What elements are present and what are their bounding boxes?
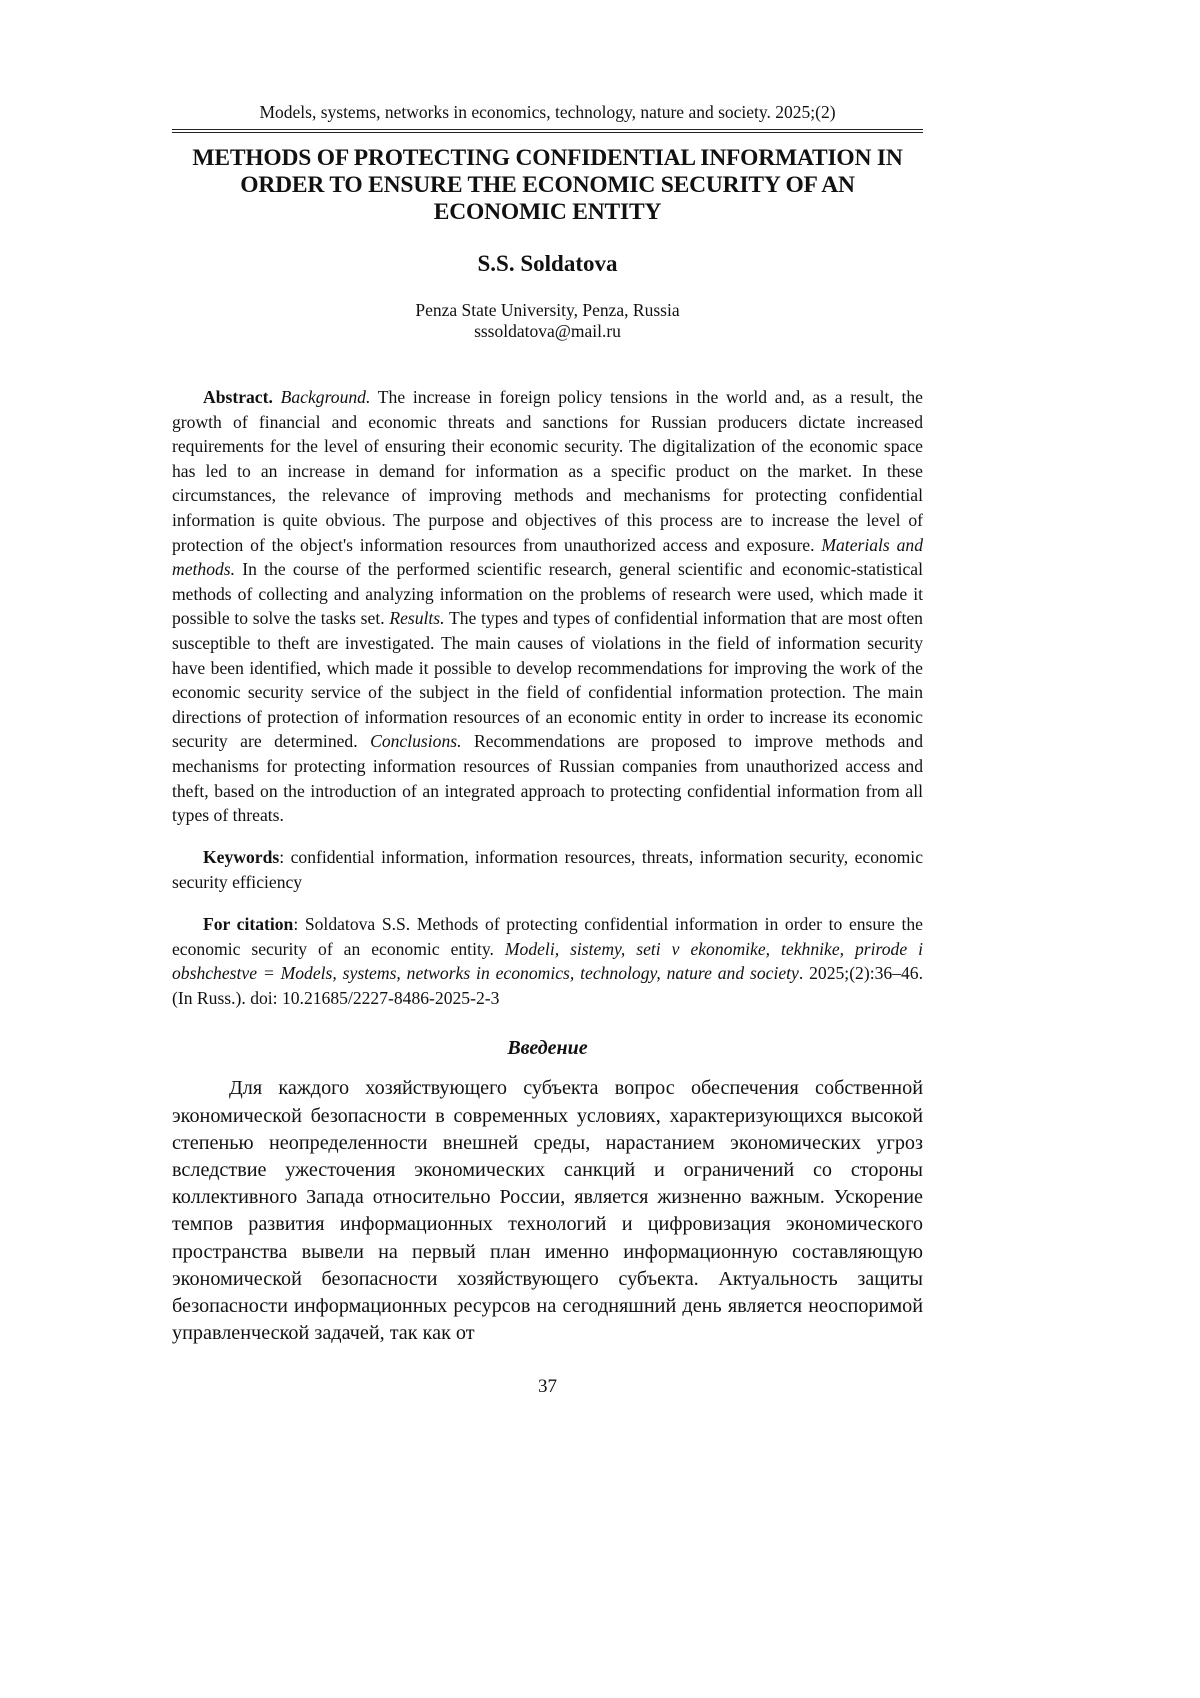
author-email: sssoldatova@mail.ru (474, 321, 621, 341)
page-number: 37 (538, 1376, 557, 1398)
article-title: METHODS OF PROTECTING CONFIDENTIAL INFORMATION IN ORDER TO ENSURE THE ECONOMIC SECURITY OF AN ECONOMIC ENTITY (192, 145, 903, 225)
institution: Penza State University, Penza, Russia (415, 300, 680, 320)
keywords-text: : confidential information, information resources, threats, information security, economic security efficiency (172, 847, 923, 892)
abstract-conclusions-label: Conclusions. (370, 731, 462, 752)
abstract-background-text: The increase in foreign policy tensions in the world and, as a result, the growth of financial and economic threats and sanctions for Russian producers dictate increased requirements for the level of ensuring their economic security. The digitalization of the economic space has led to an increase in demand for information as a specific product on the market. In these circumstances, the relevance of improving methods and mechanisms for protecting confidential information is quite obvious. The purpose and objectives of this process are to increase the level of protection of the object's information resources from unauthorized access and exposure. (172, 387, 923, 555)
body-paragraph: Для каждого хозяйствующего субъекта вопрос обеспечения собственной экономической безопасности в современных условиях, характеризующихся высокой степенью неопределенности внешней среды, нарастанием экономических угроз вследствие ужесточения экономических санкций и ограничений со стороны коллективного Запада относительно России, является жизненно важным. Ускорение темпов развития информационных технологий и цифровизация экономического пространства вывели на первый план именно информационную составляющую экономической безопасности хозяйствующего субъекта. Актуальность защиты безопасности информационных ресурсов на сегодняшний день является неоспоримой управленческой задачей, так как от (172, 1077, 923, 1345)
abstract-results-text: The types and types of confidential information that are most often susceptible to theft are investigated. The main causes of violations in the field of information security have been identified, which made it possible to develop recommendations for improving the work of the economic security service of the subject in the field of confidential information protection. The main directions of protection of information resources of an economic entity in order to increase its economic security are determined. (172, 608, 923, 752)
citation-tail: . 2025;(2):36–46. (In Russ.). doi: 10.21685/2227-8486-2025-2-3 (172, 963, 923, 1008)
header-double-rule (172, 129, 923, 133)
abstract (172, 385, 923, 828)
abstract-label: Abstract. (203, 387, 273, 407)
citation-text: : Soldatova S.S. Methods of protecting confidential information in order to ensure the economic security of an economic entity. (172, 914, 923, 959)
author-name: S.S. Soldatova (477, 251, 618, 276)
abstract-methods-text: In the course of the performed scientific research, general scientific and economic-statistical methods of collecting and analyzing information on the problems of research were used, which made it possible to solve the tasks set. (172, 559, 923, 629)
abstract-results-label: Results. (389, 608, 445, 629)
keywords (172, 845, 923, 894)
abstract-background-label: Background. (280, 387, 371, 407)
citation (172, 912, 923, 1010)
abstract-conclusions-text: Recommendations are proposed to improve methods and mechanisms for protecting information resources of Russian companies from unauthorized access and theft, based on the introduction of an integrated approach to protecting confidential information from all types of threats. (172, 731, 923, 826)
abstract-methods-label: Materials and methods. (172, 534, 923, 580)
citation-label: For citation (203, 914, 294, 935)
running-header: Models, systems, networks in economics, technology, nature and society. 2025;(2) (259, 102, 836, 122)
citation-journal: Modeli, sistemy, seti v ekonomike, tekhnike, prirode i obshchestve = Models, systems, networks in economics, technology, nature and society (172, 938, 923, 984)
section-heading-introduction: Введение (507, 1037, 588, 1060)
paper-page (172, 0, 923, 1399)
author-affiliation (172, 300, 923, 342)
keywords-label: Keywords (203, 847, 280, 868)
